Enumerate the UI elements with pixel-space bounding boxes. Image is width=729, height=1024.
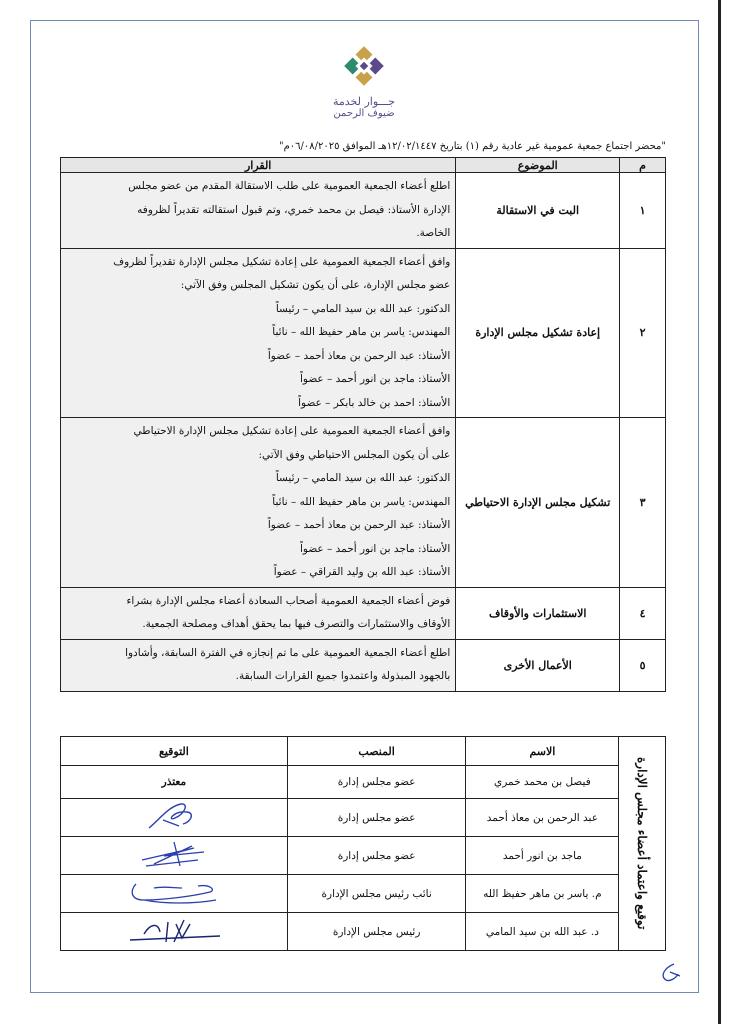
member-position: نائب رئيس مجلس الإدارة bbox=[287, 875, 466, 913]
logo-text bbox=[300, 96, 428, 120]
table-row bbox=[61, 799, 666, 837]
row-topic: تشكيل مجلس الإدارة الاحتياطي bbox=[456, 418, 620, 588]
member-position: عضو مجلس إدارة bbox=[287, 799, 466, 837]
signatures-header-row bbox=[61, 737, 666, 766]
row-num: ١ bbox=[620, 173, 666, 249]
handwritten-signature-icon bbox=[124, 914, 224, 946]
decision-line: الأستاذ: عبد الله بن وليد القراقي – عضواً bbox=[273, 566, 451, 578]
table-row bbox=[61, 248, 666, 418]
decision-line: الدكتور: عبد الله بن سيد المامي – رئيساً bbox=[275, 472, 451, 484]
decision-line: المهندس: ياسر بن ماهر حفيظ الله – نائباً bbox=[272, 326, 451, 338]
header-signature: التوقيع bbox=[61, 737, 288, 766]
row-num: ٢ bbox=[620, 248, 666, 418]
member-name: د. عبد الله بن سيد المامي bbox=[466, 913, 619, 951]
decision-line: وافق أعضاء الجمعية العمومية على إعادة تشكيل مجلس الإدارة تقديراً لظروف bbox=[113, 255, 451, 268]
table-row bbox=[61, 418, 666, 588]
decisions-header-row bbox=[61, 158, 666, 173]
row-decision bbox=[61, 173, 456, 249]
member-name: عبد الرحمن بن معاذ أحمد bbox=[466, 799, 619, 837]
row-decision bbox=[61, 639, 456, 691]
page-edge bbox=[718, 0, 721, 1024]
row-decision bbox=[61, 587, 456, 639]
member-position: عضو مجلس إدارة bbox=[287, 837, 466, 875]
member-position: رئيس مجلس الإدارة bbox=[287, 913, 466, 951]
member-signature-cell bbox=[61, 913, 288, 951]
member-signature-cell bbox=[61, 837, 288, 875]
handwritten-signature-icon bbox=[139, 800, 209, 832]
table-row bbox=[61, 639, 666, 691]
row-decision bbox=[61, 248, 456, 418]
signatures-side-label: توقيع واعتماد أعضاء مجلس الإدارة bbox=[635, 757, 650, 930]
row-num: ٤ bbox=[620, 587, 666, 639]
table-row bbox=[61, 587, 666, 639]
row-topic: الاستثمارات والأوقاف bbox=[456, 587, 620, 639]
decision-line: الإدارة الأستاذ: فيصل بن محمد خمري، وتم قبول استقالته تقديراً لظروفه bbox=[137, 203, 451, 216]
member-signature-cell bbox=[61, 875, 288, 913]
table-row bbox=[61, 837, 666, 875]
handwritten-signature-icon bbox=[124, 876, 224, 908]
decision-line: الأستاذ: عبد الرحمن بن معاذ أحمد – عضواً bbox=[267, 349, 451, 362]
member-signature-text: معتذر bbox=[61, 766, 288, 799]
decision-line: الأستاذ: احمد بن خالد بابكر – عضواً bbox=[298, 396, 451, 409]
decision-line: اطلع أعضاء الجمعية العمومية على طلب الاستقالة المقدم من عضو مجلس bbox=[128, 180, 451, 192]
decision-line: فوض أعضاء الجمعية العمومية أصحاب السعادة أعضاء مجلس الإدارة بشراء bbox=[126, 594, 451, 607]
row-decision bbox=[61, 418, 456, 588]
row-topic: الأعمال الأخرى bbox=[456, 639, 620, 691]
table-row bbox=[61, 766, 666, 799]
row-topic: البت في الاستقالة bbox=[456, 173, 620, 249]
row-topic: إعادة تشكيل مجلس الإدارة bbox=[456, 248, 620, 418]
member-signature-cell bbox=[61, 799, 288, 837]
member-name: ماجد بن انور أحمد bbox=[466, 837, 619, 875]
member-name: فيصل بن محمد خمري bbox=[466, 766, 619, 799]
logo-name-line2: ضيوف الرحمن bbox=[333, 108, 395, 119]
decision-line: الأستاذ: عبد الرحمن بن معاذ أحمد – عضواً bbox=[267, 519, 451, 531]
minutes-title: "محضر اجتماع جمعية عمومية غير عادية رقم (١) بتاريخ ١٢/٠٢/١٤٤٧هـ الموافق ٠٦/٠٨/٢٠٢٥م" bbox=[278, 141, 666, 152]
header-position: المنصب bbox=[287, 737, 466, 766]
decision-line: الأستاذ: ماجد بن انور أحمد – عضواً bbox=[299, 542, 451, 555]
handwritten-signature-icon bbox=[134, 838, 214, 870]
decision-line: على أن يكون المجلس الاحتياطي وفق الآتي: bbox=[258, 448, 451, 461]
decision-line: الأوقاف والاستثمارات والتصرف فيها بما يحقق أهداف ومصلحة الجمعية. bbox=[142, 618, 451, 630]
handwritten-initial-icon bbox=[656, 962, 682, 984]
organization-logo-icon bbox=[336, 38, 392, 94]
decision-line: الخاصة. bbox=[416, 227, 451, 239]
signatures-table bbox=[60, 736, 666, 951]
decision-line: اطلع أعضاء الجمعية العمومية على ما تم إنجازه في الفترة السابقة، وأشادوا bbox=[125, 646, 451, 659]
decision-line: بالجهود المبذولة واعتمدوا جميع القرارات السابقة. bbox=[235, 670, 451, 682]
decision-line: المهندس: ياسر بن ماهر حفيظ الله – نائباً bbox=[272, 495, 451, 508]
table-row bbox=[61, 875, 666, 913]
member-position: عضو مجلس إدارة bbox=[287, 766, 466, 799]
decision-line: عضو مجلس الإدارة، على أن يكون تشكيل المجلس وفق الآتي: bbox=[180, 279, 451, 291]
header-decision: القرار bbox=[61, 158, 456, 173]
header-num: م bbox=[620, 158, 666, 173]
table-row bbox=[61, 173, 666, 249]
row-num: ٥ bbox=[620, 639, 666, 691]
header-topic: الموضوع bbox=[456, 158, 620, 173]
header-name: الاسم bbox=[466, 737, 619, 766]
decision-line: الأستاذ: ماجد بن انور أحمد – عضواً bbox=[299, 373, 451, 385]
signatures-side-label-cell bbox=[619, 737, 666, 951]
member-name: م. ياسر بن ماهر حفيظ الله bbox=[466, 875, 619, 913]
decision-line: الدكتور: عبد الله بن سيد المامي – رئيساً bbox=[275, 302, 451, 315]
row-num: ٣ bbox=[620, 418, 666, 588]
logo-name-line1: جـــوار لخدمة bbox=[332, 95, 396, 108]
decisions-table bbox=[60, 157, 666, 692]
table-row bbox=[61, 913, 666, 951]
decision-line: وافق أعضاء الجمعية العمومية على إعادة تشكيل مجلس الإدارة الاحتياطي bbox=[133, 425, 451, 437]
